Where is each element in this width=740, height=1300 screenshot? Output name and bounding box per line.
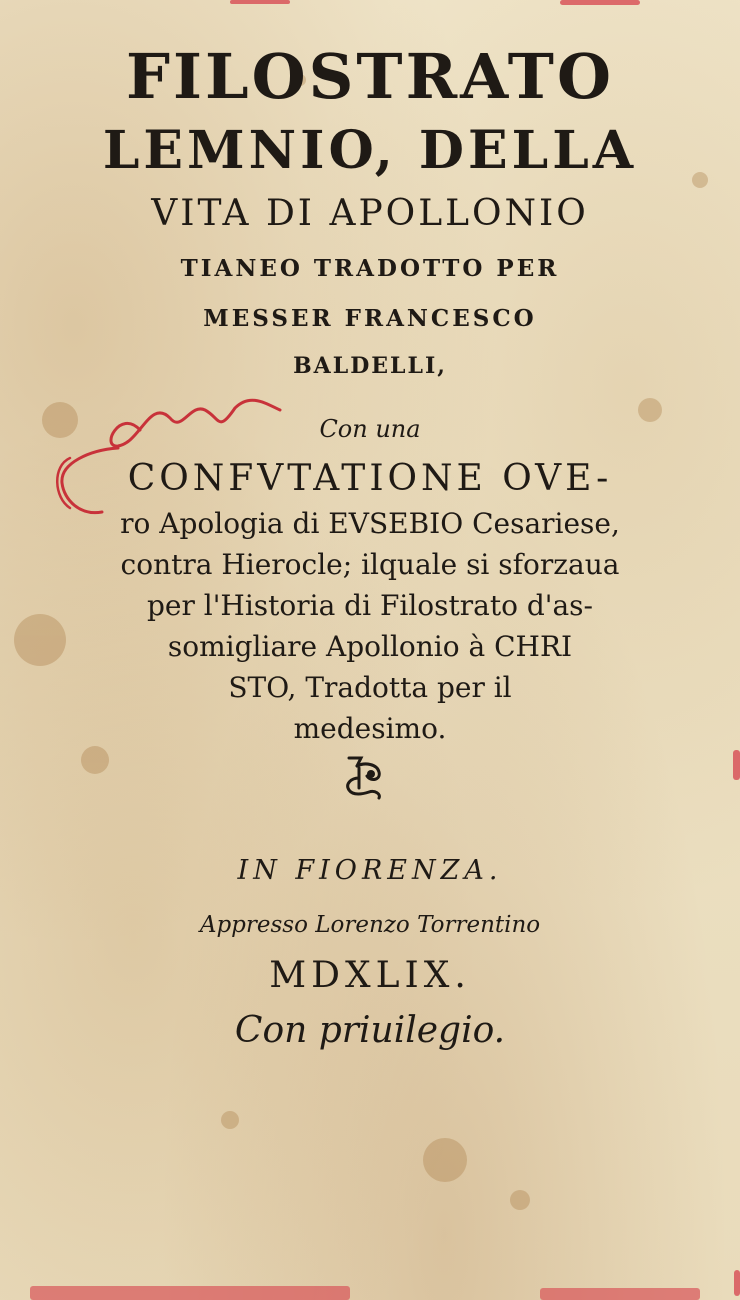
confutatione-line: CONFVTATIONE OVE- [127,458,613,499]
year-line: MDXLIX. [269,955,471,996]
title-line-5: MESSER FRANCESCO [203,305,537,332]
printer-line: Appresso Lorenzo Torrentino [199,912,541,938]
title-line-6: BALDELLI, [293,353,447,379]
title-line-1: FILOSTRATO [126,40,614,113]
title-line-2: LEMNIO, DELLA [102,120,638,181]
title-line-3: VITA DI APOLLONIO [151,193,589,234]
place-line: IN FIORENZA. [237,855,503,886]
body-line: STO, Tradotta per il [228,671,512,704]
body-line: ro Apologia di EVSEBIO Cesariese, [120,507,620,540]
body-line: per l'Historia di Filostrato d'as- [146,589,594,622]
body-line: somigliare Apollonio à CHRI [167,630,573,663]
fleuron-icon [335,748,391,804]
con-una-line: Con una [319,415,421,443]
privilege-line: Con priuilegio. [234,1010,506,1051]
body-line: medesimo. [293,712,447,745]
title-line-4: TIANEO TRADOTTO PER [180,255,560,282]
body-line: contra Hierocle; ilquale si sforzaua [120,548,620,581]
